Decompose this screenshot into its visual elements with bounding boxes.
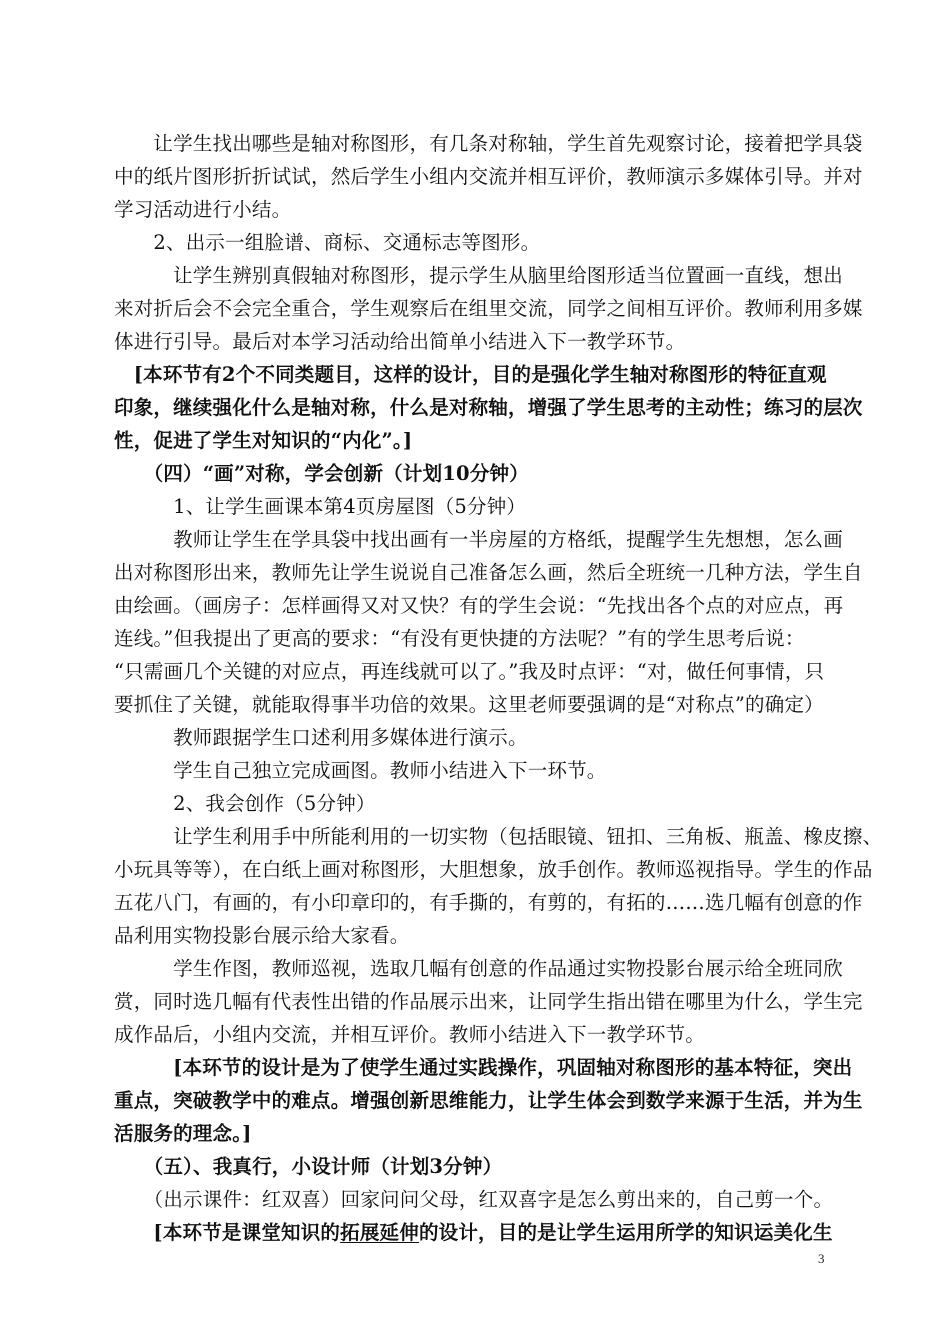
paragraph-line: 体进行引导。最后对本学习活动给出简单小结进入下一教学环节。 <box>114 330 686 353</box>
paragraph-line: 出对称图形出来，教师先让学生说说自己准备怎么画，然后全班统一几种方法，学生自 <box>114 561 863 584</box>
underlined-text: 拓展延伸 <box>340 1221 419 1244</box>
paragraph-line: 要抓住了关键，就能取得事半功倍的效果。这里老师要强调的是“对称点”的确定） <box>114 693 824 716</box>
paragraph-line: 学习活动进行小结。 <box>114 198 292 221</box>
paragraph-line: 由绘画。（画房子：怎样画得又对又快？有的学生会说：“先找出各个点的对应点，再 <box>114 594 844 617</box>
paragraph-line: 连线。”但我提出了更高的要求：“有没有更快捷的方法呢？”有的学生思考后说： <box>114 627 805 650</box>
paragraph-line: 五花八门，有画的，有小印章印的，有手撕的，有剪的，有拓的……选几幅有创意的作 <box>114 891 863 914</box>
comment-line <box>114 1216 834 1249</box>
paragraph-line: 教师让学生在学具袋中找出画有一半房屋的方格纸，提醒学生先想想，怎么画 <box>114 528 843 551</box>
paragraph-line: 学生自己独立完成画图。教师小结进入下一环节。 <box>114 759 607 782</box>
comment-line: 性，促进了学生对知识的“内化”。] <box>114 429 413 452</box>
paragraph-line: 赏，同时选几幅有代表性出错的作品展示出来，让同学生指出错在哪里为什么，学生完 <box>114 990 863 1013</box>
paragraph-line: 来对折后会不会完全重合，学生观察后在组里交流，同学之间相互评价。教师利用多媒 <box>114 297 863 320</box>
comment-line: 重点，突破教学中的难点。增强创新思维能力，让学生体会到数学来源于生活，并为生 <box>114 1089 863 1112</box>
section-heading: （四）“画”对称，学会创新（计划10分钟） <box>114 462 529 485</box>
paragraph-line: 品利用实物投影台展示给大家看。 <box>114 924 410 947</box>
paragraph-line: “只需画几个关键的对应点，再连线就可以了。”我及时点评：“对，做任何事情，只 <box>114 660 825 683</box>
paragraph-line: 教师跟据学生口述利用多媒体进行演示。 <box>114 726 528 749</box>
comment-line: [本环节有2个不同类题目，这样的设计，目的是强化学生轴对称图形的特征直观 <box>114 363 827 386</box>
comment-line: [本环节的设计是为了使学生通过实践操作，巩固轴对称图形的基本特征，突出 <box>114 1056 853 1079</box>
subsection-heading: 2、我会创作（5分钟） <box>114 792 376 815</box>
section-heading: （五）、我真行，小设计师（计划3分钟） <box>114 1155 503 1178</box>
paragraph-line: 2、出示一组脸谱、商标、交通标志等图形。 <box>114 231 541 254</box>
comment-text: [本环节是课堂知识的 <box>114 1221 341 1244</box>
paragraph-line: 学生作图，教师巡视，选取几幅有创意的作品通过实物投影台展示给全班同欣 <box>114 957 843 980</box>
paragraph-line: 中的纸片图形折折试试，然后学生小组内交流并相互评价，教师演示多媒体引导。并对 <box>114 165 863 188</box>
paragraph-line: 小玩具等等），在白纸上画对称图形，大胆想象，放手创作。教师巡视指导。学生的作品 <box>114 858 873 881</box>
paragraph-line: （出示课件：红双喜）回家问问父母，红双喜字是怎么剪出来的，自己剪一个。 <box>114 1188 834 1211</box>
subsection-heading: 1、让学生画课本第4页房屋图（5分钟） <box>114 495 527 518</box>
paragraph-line: 让学生利用手中所能利用的一切实物（包括眼镜、钮扣、三角板、瓶盖、橡皮擦、 <box>114 825 883 848</box>
comment-text: 的设计，目的是让学生运用所学的知识运美化生 <box>418 1221 833 1244</box>
paragraph-line: 成作品后，小组内交流，并相互评价。教师小结进入下一教学环节。 <box>114 1023 706 1046</box>
comment-line: 印象，继续强化什么是轴对称，什么是对称轴，增强了学生思考的主动性；练习的层次 <box>114 396 863 419</box>
paragraph-line: 让学生辨别真假轴对称图形，提示学生从脑里给图形适当位置画一直线，想出 <box>114 264 843 287</box>
page-number: 3 <box>818 1251 825 1266</box>
comment-line: 活服务的理念。] <box>114 1122 252 1145</box>
paragraph-line: 让学生找出哪些是轴对称图形，有几条对称轴，学生首先观察讨论，接着把学具袋 <box>114 132 863 155</box>
